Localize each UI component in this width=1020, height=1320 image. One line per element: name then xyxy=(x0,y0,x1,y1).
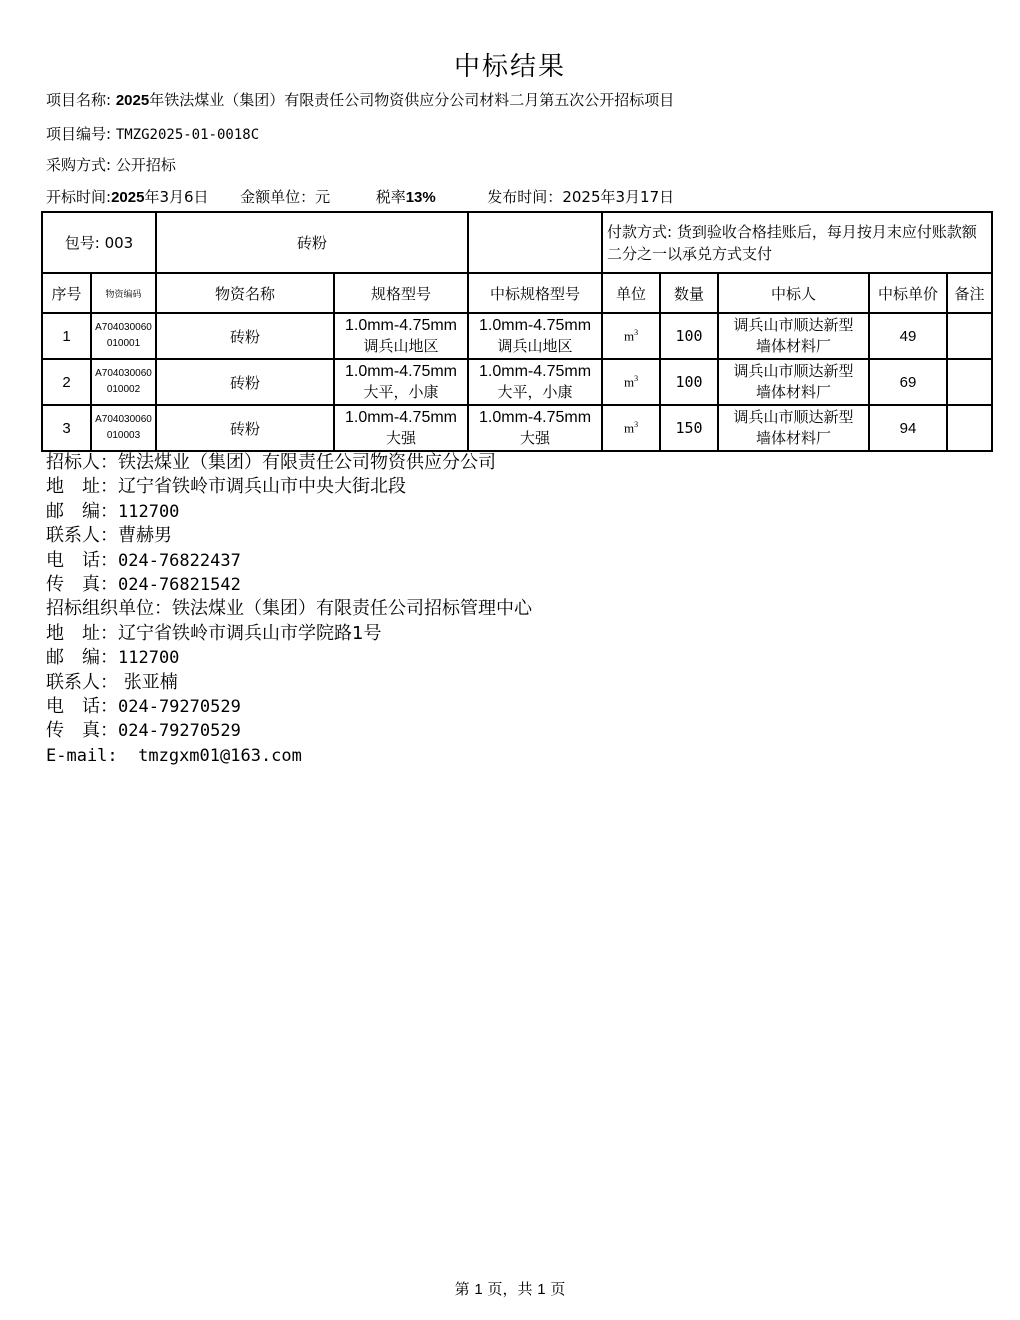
row-spec xyxy=(334,313,468,359)
agency-line xyxy=(46,597,532,621)
row-unit-exp: 3 xyxy=(634,327,639,337)
row-win-spec-size: 1.0mm-4.75mm xyxy=(479,409,592,426)
phone-label: 电 话： xyxy=(46,549,118,571)
row-winner-line2: 墙体材料厂 xyxy=(756,429,832,447)
row-spec xyxy=(334,359,468,405)
row-qty: 150 xyxy=(660,405,718,451)
address-line xyxy=(46,475,532,499)
row-code-part1: A704030060 xyxy=(95,414,152,425)
tax-label: 税率 xyxy=(375,188,406,206)
row-win-spec-size: 1.0mm-4.75mm xyxy=(479,317,592,334)
fax-value: 024-76821542 xyxy=(118,574,241,595)
header-qty: 数量 xyxy=(660,273,718,313)
row-name: 砖粉 xyxy=(156,405,334,451)
project-code-label: 项目编号: xyxy=(46,125,116,143)
row-seq: 2 xyxy=(42,359,91,405)
footer-total-pages: 1 xyxy=(537,1281,546,1298)
row-code xyxy=(91,313,156,359)
row-win-spec-area: 调兵山地区 xyxy=(497,337,573,355)
row-win-spec xyxy=(468,359,602,405)
row-code-part2: 010003 xyxy=(106,430,141,441)
phone-line xyxy=(46,549,532,573)
agency-postcode-value: 112700 xyxy=(118,648,180,669)
row-unit-base: m xyxy=(623,374,635,390)
row-unit-exp: 3 xyxy=(634,419,639,429)
agency-phone-line xyxy=(46,695,532,719)
row-spec-size: 1.0mm-4.75mm xyxy=(344,409,458,426)
agency-label: 招标组织单位： xyxy=(46,598,172,620)
header-price: 中标单价 xyxy=(869,273,947,313)
row-unit-exp: 3 xyxy=(634,373,639,383)
package-number-cell xyxy=(42,212,156,273)
row-unit xyxy=(602,359,660,405)
tenderer-label: 招标人： xyxy=(46,452,118,473)
procurement-method-line xyxy=(46,154,176,175)
footer-prefix: 第 xyxy=(454,1280,475,1298)
agency-phone-value: 024-79270529 xyxy=(118,696,241,717)
agency-postcode-label: 邮 编： xyxy=(46,647,118,669)
agency-address-value: 辽宁省铁岭市调兵山市学院路1号 xyxy=(118,622,382,644)
procurement-method-value: 公开招标 xyxy=(115,156,176,174)
currency-value: 元 xyxy=(315,188,331,206)
row-code-part2: 010002 xyxy=(106,384,141,395)
project-code-value: TMZG2025-01-0018C xyxy=(115,127,260,143)
address-value: 辽宁省铁岭市调兵山市中央大街北段 xyxy=(118,476,406,498)
postcode-line xyxy=(46,500,532,524)
agency-fax-value: 024-79270529 xyxy=(118,721,241,742)
agency-phone-label: 电 话： xyxy=(46,695,118,717)
row-spec xyxy=(334,405,468,451)
result-table xyxy=(41,211,993,452)
contact-line xyxy=(46,524,532,548)
fax-line xyxy=(46,573,532,597)
package-number: 003 xyxy=(104,234,134,252)
row-spec-area: 大平，小康 xyxy=(363,383,439,401)
open-time-label: 开标时间: xyxy=(46,188,112,206)
row-qty: 100 xyxy=(660,313,718,359)
email-line xyxy=(46,744,532,768)
agency-contact-line xyxy=(46,671,532,695)
contact-block xyxy=(46,451,532,768)
page-title: 中标结果 xyxy=(453,52,566,82)
header-unit: 单位 xyxy=(602,273,660,313)
header-win-spec: 中标规格型号 xyxy=(468,273,602,313)
row-unit-base: m xyxy=(623,328,635,344)
row-seq: 3 xyxy=(42,405,91,451)
table-row xyxy=(42,313,992,359)
agency-postcode-line xyxy=(46,646,532,670)
publish-time-label: 发布时间： xyxy=(487,188,563,206)
row-winner xyxy=(718,313,869,359)
procurement-method-label: 采购方式: xyxy=(46,156,116,174)
row-unit xyxy=(602,405,660,451)
currency-label: 金额单位： xyxy=(240,188,316,206)
row-winner-line2: 墙体材料厂 xyxy=(756,383,832,401)
tenderer-line xyxy=(46,451,532,475)
row-note xyxy=(947,313,992,359)
row-win-spec-size: 1.0mm-4.75mm xyxy=(479,363,592,380)
agency-fax-line xyxy=(46,719,532,743)
row-winner-line1: 调兵山市顺达新型 xyxy=(733,362,854,380)
meta-line xyxy=(46,186,674,207)
agency-address-label: 地 址： xyxy=(46,622,118,644)
open-time-year: 2025 xyxy=(111,189,145,206)
row-winner-line2: 墙体材料厂 xyxy=(756,337,832,355)
header-row xyxy=(42,273,992,313)
project-name-year: 2025 xyxy=(115,92,150,109)
row-win-spec xyxy=(468,313,602,359)
publish-time-value: 2025年3月17日 xyxy=(562,188,675,206)
header-winner: 中标人 xyxy=(718,273,869,313)
row-price: 94 xyxy=(869,405,947,451)
row-name: 砖粉 xyxy=(156,359,334,405)
table-row xyxy=(42,405,992,451)
row-winner-line1: 调兵山市顺达新型 xyxy=(733,408,854,426)
agency-fax-label: 传 真： xyxy=(46,720,118,742)
postcode-value: 112700 xyxy=(118,501,180,522)
row-winner xyxy=(718,359,869,405)
row-note xyxy=(947,359,992,405)
row-price: 49 xyxy=(869,313,947,359)
row-name: 砖粉 xyxy=(156,313,334,359)
row-unit xyxy=(602,313,660,359)
row-spec-size: 1.0mm-4.75mm xyxy=(344,363,458,380)
header-seq: 序号 xyxy=(42,273,91,313)
row-code-part1: A704030060 xyxy=(95,322,152,333)
payment-terms: 付款方式: 货到验收合格挂账后，每月按月末应付账款额二分之一以承兑方式支付 xyxy=(602,212,992,273)
agency-contact-label: 联系人： xyxy=(46,671,118,693)
row-winner xyxy=(718,405,869,451)
row-spec-size: 1.0mm-4.75mm xyxy=(344,317,458,334)
footer-suffix: 页 xyxy=(545,1280,566,1298)
package-label: 包号: xyxy=(64,234,105,252)
agency-contact-value: 张亚楠 xyxy=(118,671,178,693)
agency-value: 铁法煤业（集团）有限责任公司招标管理中心 xyxy=(172,598,532,620)
row-note xyxy=(947,405,992,451)
row-win-spec-area: 大平，小康 xyxy=(497,383,573,401)
project-code-line xyxy=(46,123,259,144)
agency-address-line xyxy=(46,622,532,646)
address-label: 地 址： xyxy=(46,476,118,498)
row-price: 69 xyxy=(869,359,947,405)
phone-value: 024-76822437 xyxy=(118,550,241,571)
email-value: tmzgxm01@163.com xyxy=(127,745,302,766)
row-unit-base: m xyxy=(623,420,635,436)
header-name: 物资名称 xyxy=(156,273,334,313)
row-seq: 1 xyxy=(42,313,91,359)
row-code xyxy=(91,405,156,451)
row-winner-line1: 调兵山市顺达新型 xyxy=(733,316,854,334)
project-name-value: 年铁法煤业（集团）有限责任公司物资供应分公司材料二月第五次公开招标项目 xyxy=(149,91,675,109)
package-name: 砖粉 xyxy=(156,212,468,273)
row-spec-area: 大强 xyxy=(386,429,417,447)
tax-value: 13% xyxy=(405,189,436,206)
header-code: 物资编码 xyxy=(91,273,156,313)
postcode-label: 邮 编： xyxy=(46,500,118,522)
package-empty-cell xyxy=(468,212,602,273)
package-row xyxy=(42,212,992,273)
row-code-part2: 010001 xyxy=(106,338,141,349)
row-code-part1: A704030060 xyxy=(95,368,152,379)
email-label: E-mail: xyxy=(46,745,128,766)
row-qty: 100 xyxy=(660,359,718,405)
footer-page-number: 1 xyxy=(474,1281,483,1298)
project-name-label: 项目名称: xyxy=(46,91,116,109)
fax-label: 传 真： xyxy=(46,573,118,595)
table-row xyxy=(42,359,992,405)
row-spec-area: 调兵山地区 xyxy=(363,337,439,355)
open-time-value: 年3月6日 xyxy=(144,188,209,206)
row-win-spec-area: 大强 xyxy=(520,429,551,447)
contact-label: 联系人： xyxy=(46,525,118,547)
row-win-spec xyxy=(468,405,602,451)
header-note: 备注 xyxy=(947,273,992,313)
row-code xyxy=(91,359,156,405)
page-footer xyxy=(0,1278,1020,1299)
project-name-line xyxy=(46,89,674,110)
contact-value: 曹赫男 xyxy=(118,525,172,547)
tenderer-value: 铁法煤业（集团）有限责任公司物资供应分公司 xyxy=(118,452,496,473)
header-spec: 规格型号 xyxy=(334,273,468,313)
footer-middle: 页，共 xyxy=(482,1280,538,1298)
